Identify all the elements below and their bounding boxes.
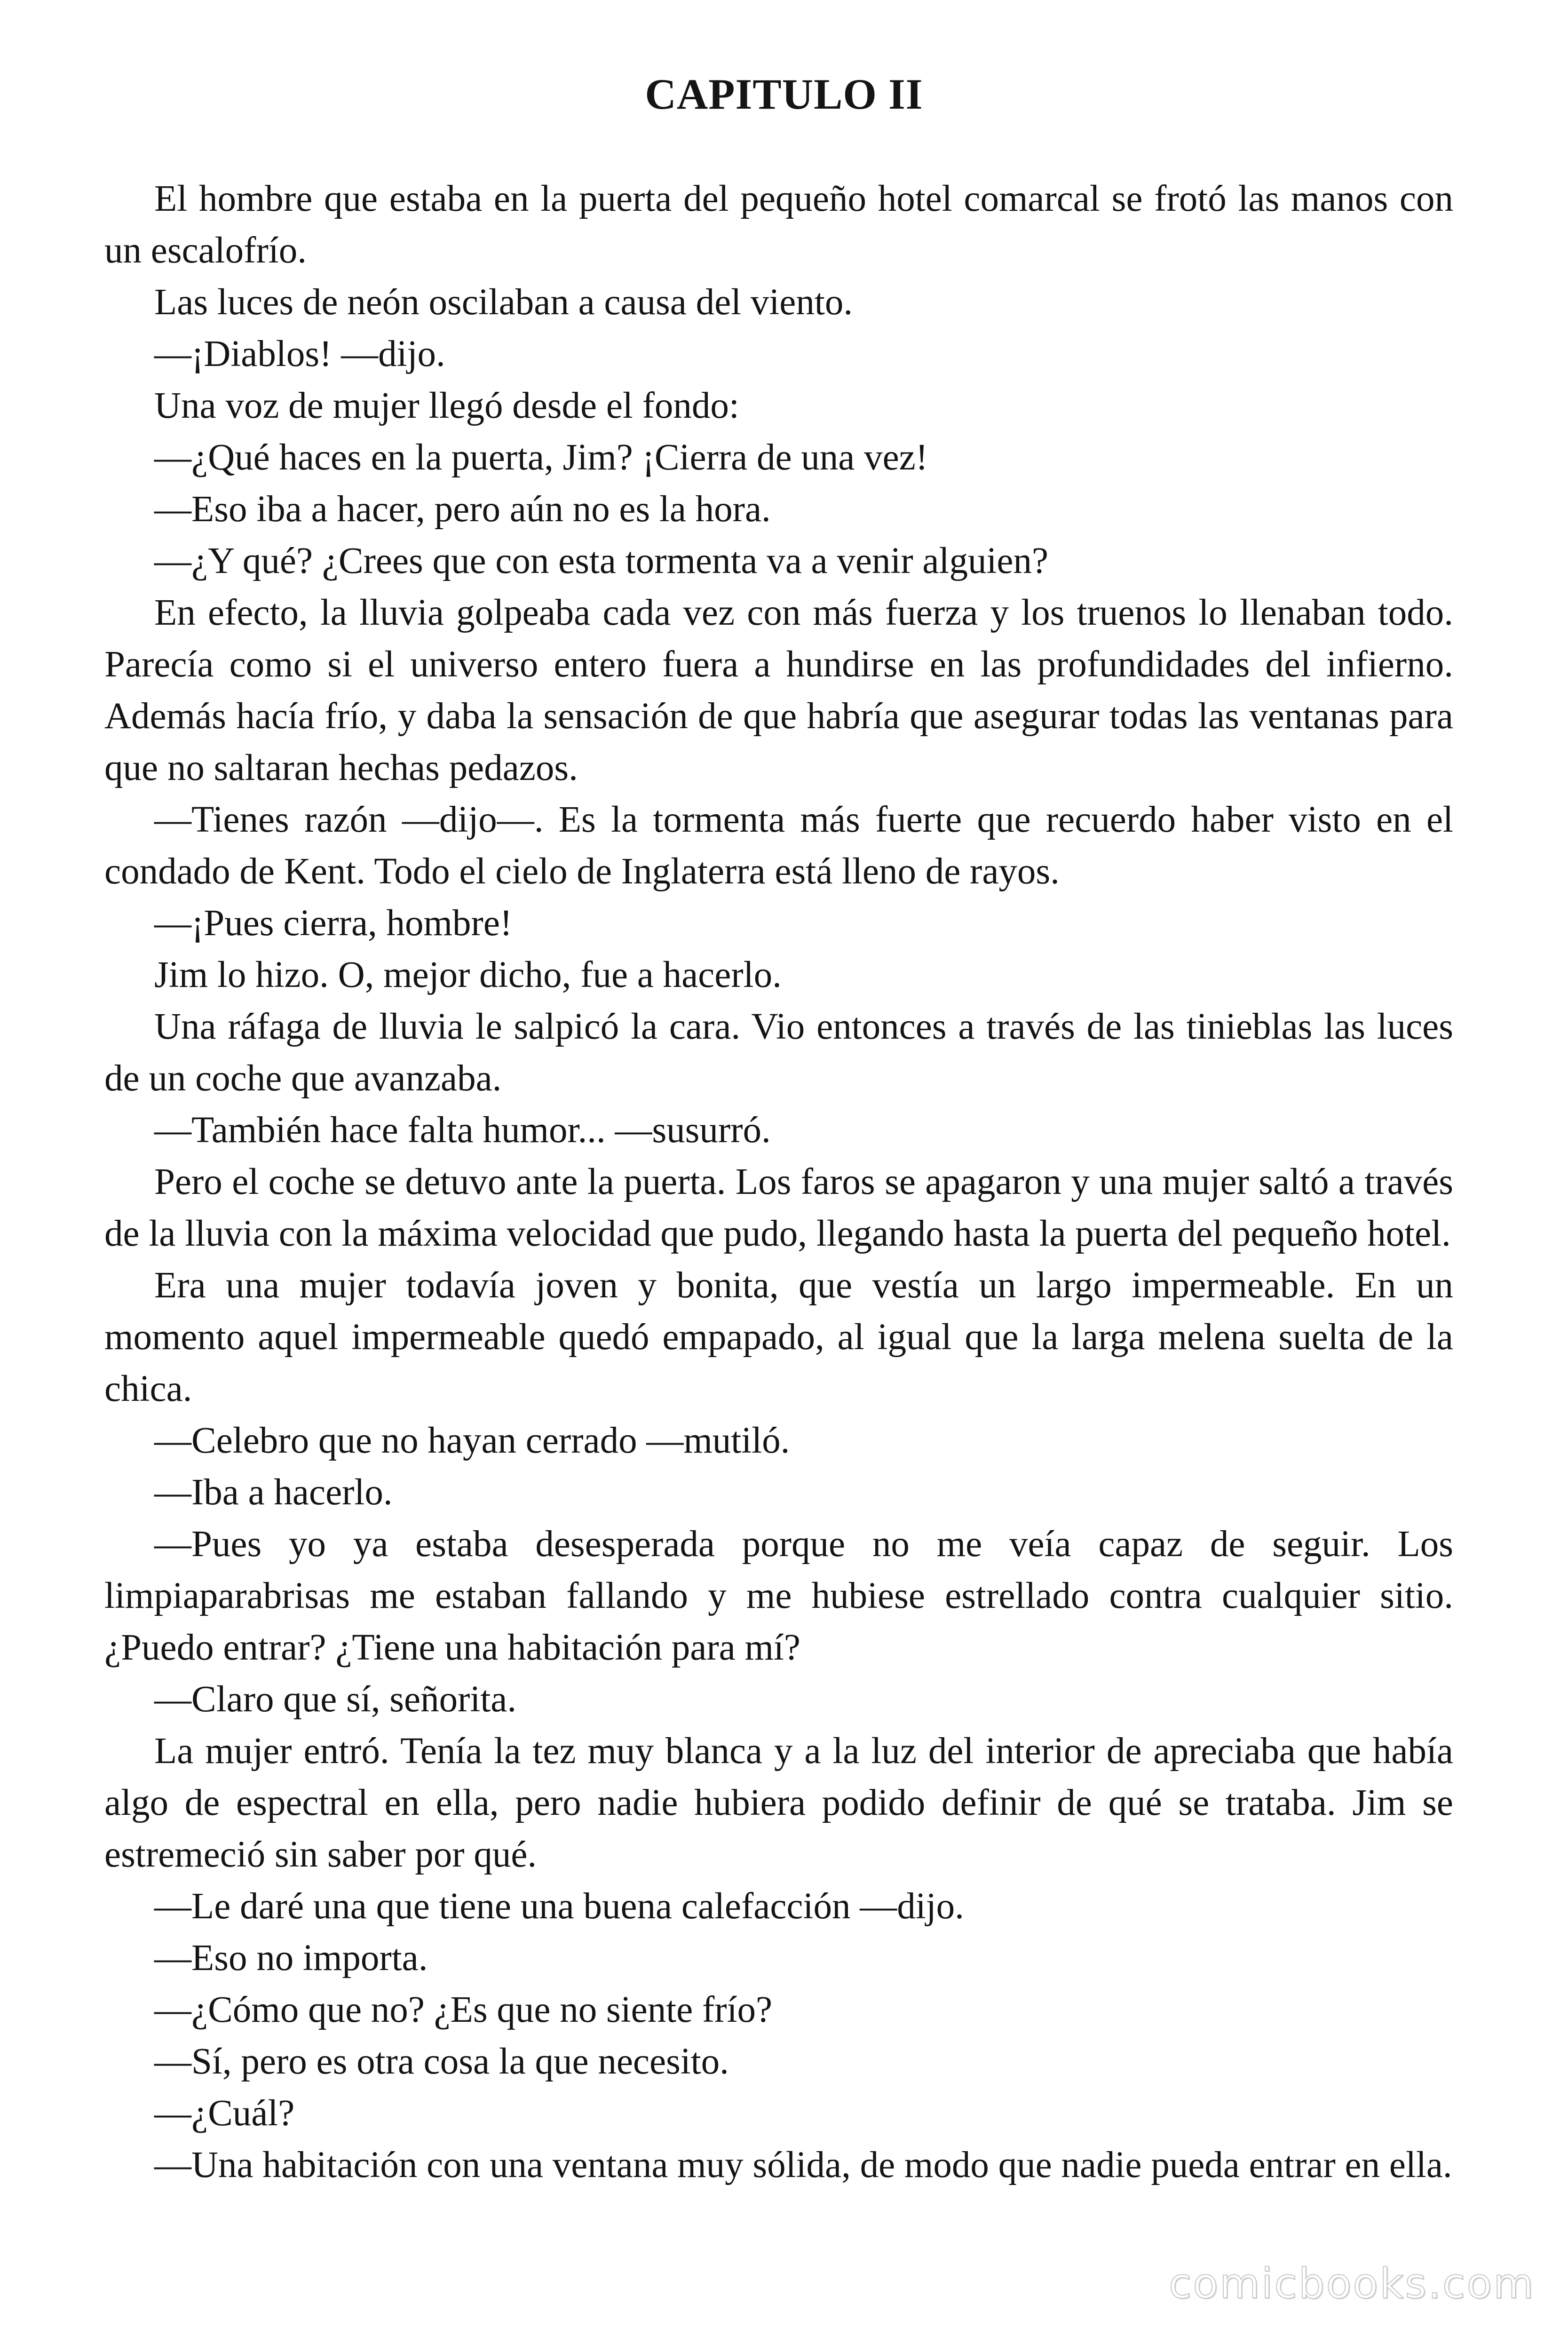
paragraph: —Pues yo ya estaba desesperada porque no me veía capaz de seguir. Los limpiaparabrisas me estaban fallando y me hubiese estrellado contra cualquier sitio. ¿Puedo entrar? ¿Tiene una habitación para mí? xyxy=(104,1524,1453,1668)
paragraph: Pero el coche se detuvo ante la puerta. Los faros se apagaron y una mujer saltó a través de la lluvia con la máxima velocidad que pudo, llegando hasta la puerta del pequeño hotel. xyxy=(104,1161,1453,1254)
paragraph: Era una mujer todavía joven y bonita, que vestía un largo impermeable. En un momento aquel impermeable quedó empapado, al igual que la larga melena suelta de la chica. xyxy=(104,1265,1453,1409)
chapter-title: CAPITULO II xyxy=(645,70,923,118)
paragraph: —Tienes razón —dijo—. Es la tormenta más fuerte que recuerdo haber visto en el condado de Kent. Todo el cielo de Inglaterra está lleno de rayos. xyxy=(104,799,1453,892)
paragraph: —¿Cuál? xyxy=(154,2093,295,2134)
paragraph: —¿Cómo que no? ¿Es que no siente frío? xyxy=(154,1989,773,2030)
paragraph: Una voz de mujer llegó desde el fondo: xyxy=(154,385,739,426)
paragraph: —¡Diablos! —dijo. xyxy=(154,334,445,374)
paragraph: —Le daré una que tiene una buena calefacción —dijo. xyxy=(154,1886,964,1927)
watermark-text: comicbooks.com xyxy=(1168,2259,1535,2308)
paragraph: —Eso no importa. xyxy=(154,1938,428,1979)
paragraph: —¡Pues cierra, hombre! xyxy=(154,903,513,944)
paragraph: La mujer entró. Tenía la tez muy blanca y a la luz del interior de apreciaba que había algo de espectral en ella, pero nadie hubiera podido definir de qué se trataba. Jim se estremeció sin saber por qué. xyxy=(104,1731,1453,1875)
paragraph: —¿Y qué? ¿Crees que con esta tormenta va a venir alguien? xyxy=(154,540,1049,581)
paragraph: El hombre que estaba en la puerta del pequeño hotel comarcal se frotó las manos con un escalofrío. xyxy=(104,178,1453,271)
paragraph: —También hace falta humor... —susurró. xyxy=(154,1110,771,1151)
paragraph: —¿Qué haces en la puerta, Jim? ¡Cierra de una vez! xyxy=(154,437,928,478)
paragraph: Las luces de neón oscilaban a causa del viento. xyxy=(154,282,853,323)
chapter-body xyxy=(104,173,1453,2191)
paragraph: —Sí, pero es otra cosa la que necesito. xyxy=(154,2041,729,2082)
paragraph: —Una habitación con una ventana muy sólida, de modo que nadie pueda entrar en ella. xyxy=(154,2145,1452,2185)
paragraph: —Iba a hacerlo. xyxy=(154,1472,393,1513)
paragraph: Jim lo hizo. O, mejor dicho, fue a hacerlo. xyxy=(154,954,782,995)
paragraph: —Eso iba a hacer, pero aún no es la hora. xyxy=(154,489,771,530)
paragraph: —Claro que sí, señorita. xyxy=(154,1679,517,1720)
paragraph: —Celebro que no hayan cerrado —mutiló. xyxy=(154,1420,790,1461)
paragraph: Una ráfaga de lluvia le salpicó la cara. Vio entonces a través de las tinieblas las luces de un coche que avanzaba. xyxy=(104,1006,1453,1099)
paragraph: En efecto, la lluvia golpeaba cada vez con más fuerza y los truenos lo llenaban todo. Parecía como si el universo entero fuera a hundirse en las profundidades del infierno. Además hacía frío, y daba la sensación de que habría que asegurar todas las ventanas para que no saltaran hechas pedazos. xyxy=(104,592,1453,788)
